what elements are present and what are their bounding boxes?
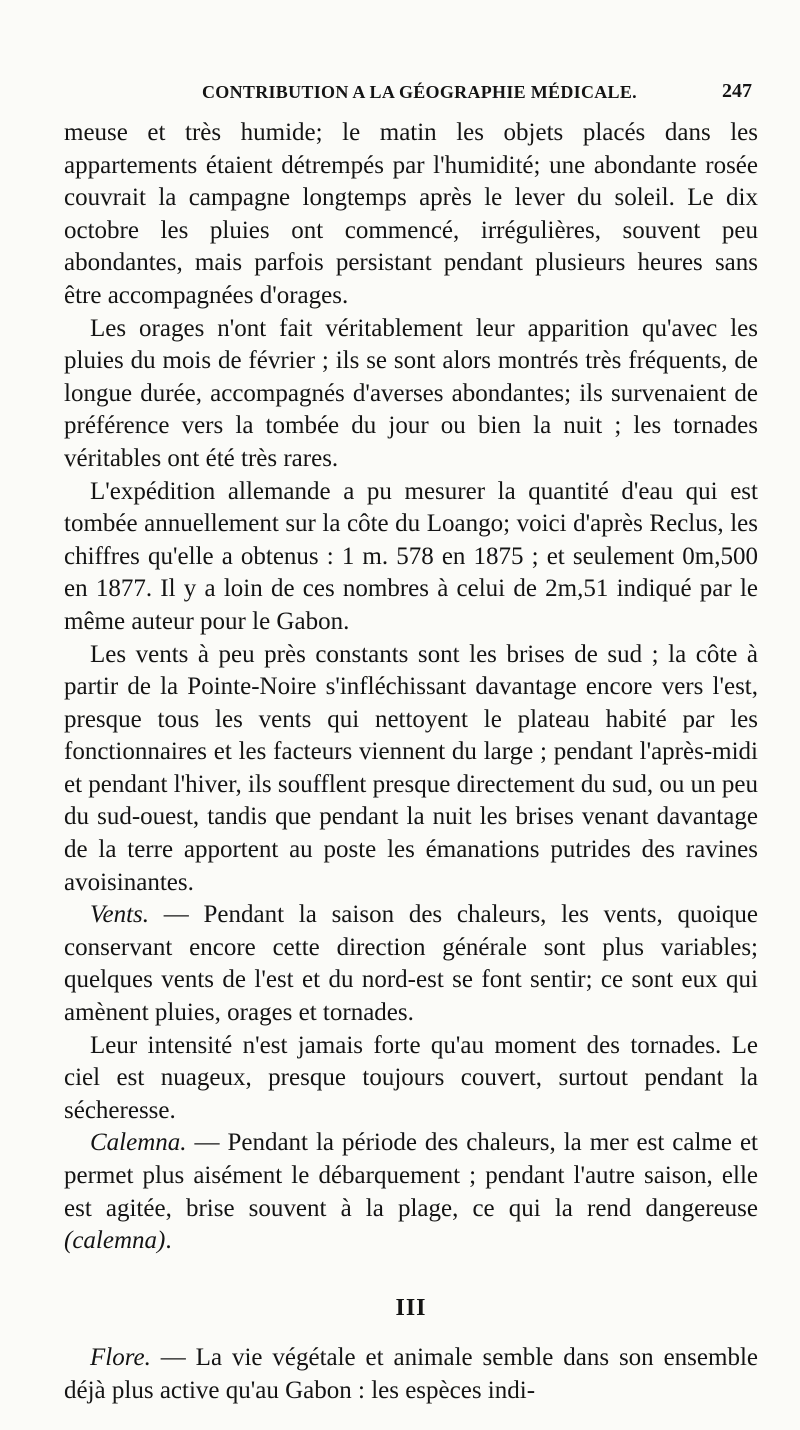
- paragraph-text: — Pendant la période des chaleurs, la mer est calme et permet plus aisément le débarquement ; pendant l'autre saison, elle est agitée, brise souvent à la plage, ce qui la rend dangereuse: [64, 1129, 758, 1222]
- paragraph-flore: [64, 1342, 758, 1407]
- page-number: 247: [722, 80, 752, 102]
- running-title: CONTRIBUTION A LA GÉOGRAPHIE MÉDICALE.: [202, 82, 637, 102]
- section-number: III: [395, 1294, 427, 1321]
- paragraph-lead: Flore.: [90, 1344, 151, 1372]
- paragraph-tail: .: [165, 1227, 172, 1255]
- paragraph-text: — Pendant la saison des chaleurs, les vents, quoique conservant encore cette direction générale sont plus variables; quelques vents de l'est et du nord-est se font sentir; ce sont eux qui amènent pluies, orages et tornades.: [64, 901, 758, 1027]
- paragraph-lead: Calemna.: [90, 1129, 187, 1157]
- paragraph-text: Leur intensité n'est jamais forte qu'au moment des tornades. Le ciel est nuageux, presque toujours couvert, surtout pendant la sécheresse.: [64, 1031, 758, 1124]
- body-text: [64, 117, 758, 1408]
- paragraph-text: — La vie végétale et animale semble dans son ensemble déjà plus active qu'au Gabon : les espèces indi-: [64, 1344, 758, 1404]
- paragraph-rainfall: [64, 476, 758, 639]
- paragraph-humidity: [64, 117, 758, 313]
- paragraph-text: Les orages n'ont fait véritablement leur apparition qu'avec les pluies du mois de février ; ils se sont alors montrés très fréquents, de longue durée, accompagnés d'averses abondantes; ils survenaient de préférence vers la tombée du jour ou bien la nuit ; les tornades véritables ont été très rares.: [64, 314, 758, 472]
- paragraph-italic-term: (calemna): [64, 1227, 166, 1255]
- paragraph-vents: [64, 899, 758, 1029]
- paragraph-storms: [64, 313, 758, 476]
- paragraph-text: meuse et très humide; le matin les objets placés dans les appartements étaient détrempés par l'humidité; une abondante rosée couvrait la campagne longtemps après le lever du soleil. Le dix octobre les pluies ont commencé, irrégulières, souvent peu abondantes, mais parfois persistant pendant plusieurs heures sans être accompagnées d'orages.: [64, 119, 758, 309]
- paragraph-lead: Vents.: [90, 901, 150, 929]
- paragraph-calemna: [64, 1127, 758, 1257]
- paragraph-intensity: [64, 1030, 758, 1128]
- paragraph-winds: [64, 639, 758, 900]
- paragraph-text: L'expédition allemande a pu mesurer la quantité d'eau qui est tombée annuellement sur la côte du Loango; voici d'après Reclus, les chiffres qu'elle a obtenus : 1 m. 578 en 1875 ; et seulement 0m,500 en 1877. Il y a loin de ces nombres à celui de 2m,51 indiqué par le même auteur pour le Gabon.: [64, 477, 758, 635]
- paragraph-text: Les vents à peu près constants sont les brises de sud ; la côte à partir de la Pointe-Noire s'infléchissant davantage encore vers l'est, presque tous les vents qui nettoyent le plateau habité par les fonctionnaires et les facteurs viennent du large ; pendant l'après-midi et pendant l'hiver, ils soufflent presque directement du sud, ou un peu du sud-ouest, tandis que pendant la nuit les brises venant davantage de la terre apportent au poste les émanations putrides des ravines avoisinantes.: [64, 640, 758, 896]
- running-header: [64, 76, 758, 113]
